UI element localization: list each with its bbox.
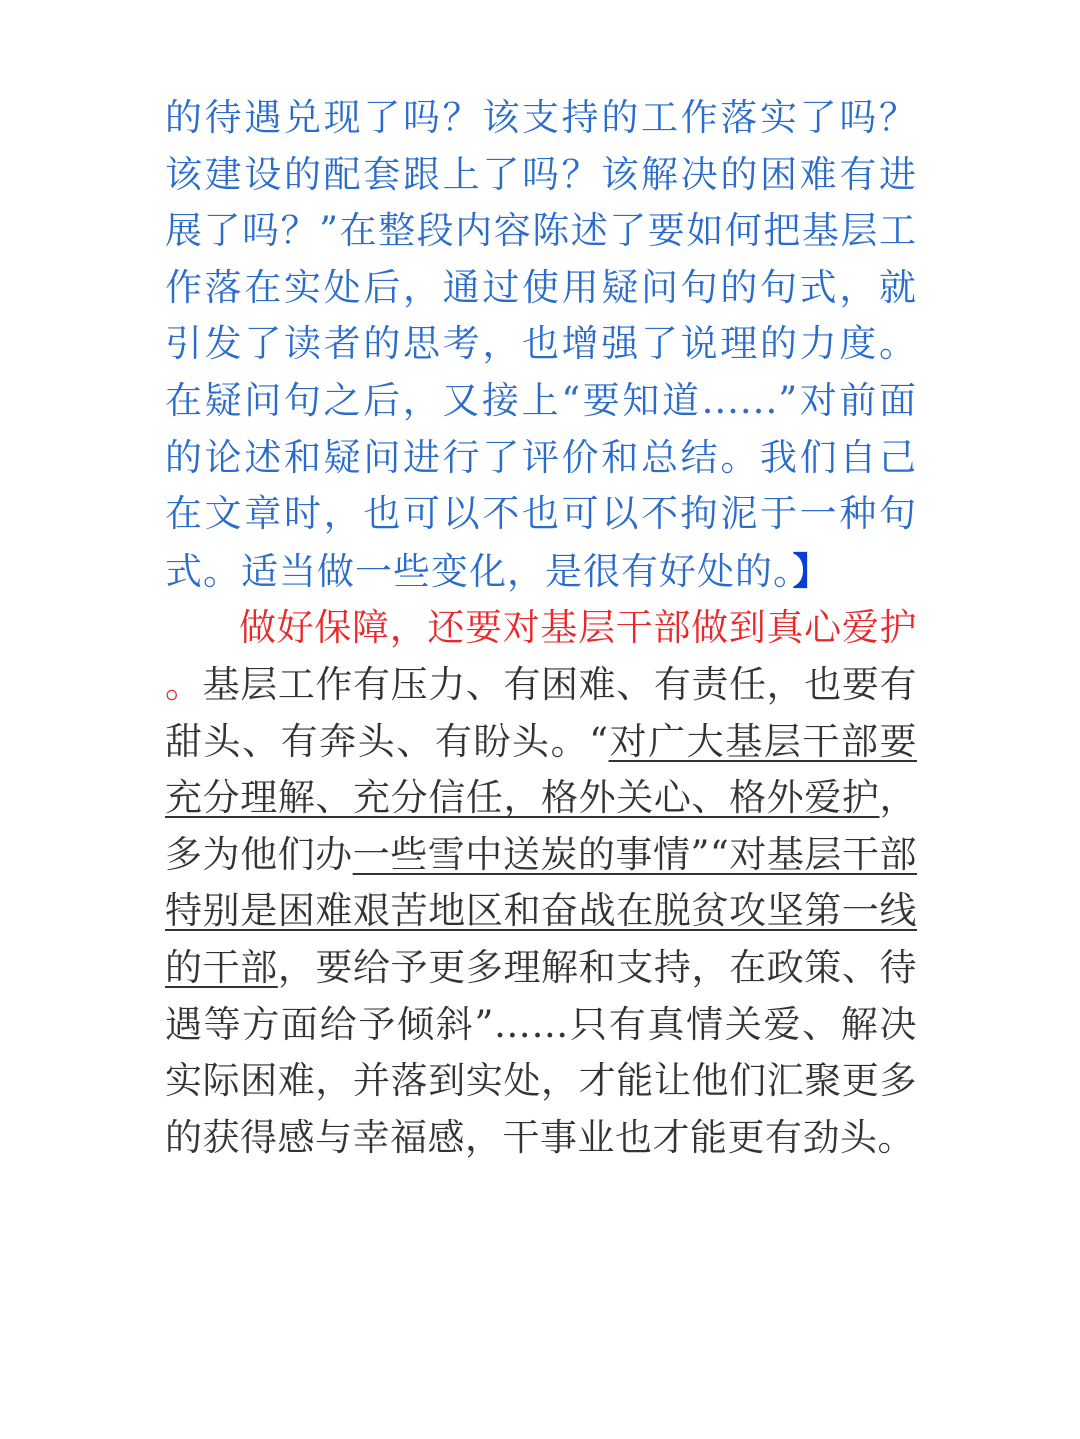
- body-segment-3: ，要给予更多理解和支持，在政策、待遇等方面给予倾斜”……只有真情关爱、解决实际困难，并落到实处，才能让他们汇聚更多的获得感与幸福感，干事业也才能更有劲头。: [165, 945, 918, 1159]
- commentary-block: [165, 90, 917, 600]
- topic-sentence: 做好保障，还要对基层干部做到真心爱护。: [165, 606, 917, 706]
- body-segment-2: ，多为他们办: [165, 776, 917, 876]
- main-paragraph: [165, 600, 917, 1166]
- closing-bracket: 】: [792, 548, 831, 593]
- underlined-quote-1: 对广大基层干部要充分理解、充分信任，格外关心、格外爱护: [165, 719, 918, 820]
- body-segment-1: 基层工作有压力、有困难、有责任，也要有甜头、有奔头、有盼头。“: [165, 662, 918, 763]
- article-page: [165, 90, 917, 1166]
- commentary-text: 的待遇兑现了吗？该支持的工作落实了吗？该建设的配套跟上了吗？该解决的困难有进展了吗？”在整段内容陈述了要如何把基层工作落在实处后，通过使用疑问句的句式，就引发了读者的思考，也增强了说理的力度。在疑问句之后，又接上“要知道......”对前面的论述和疑问进行了评价和总结。我们自己在文章时，也可以不也可以不拘泥于一种句式。适当做一些变化，是很有好处的。: [165, 96, 917, 593]
- underlined-quote-2: 一些雪中送炭的事情”“对基层干部特别是困难艰苦地区和奋战在脱贫攻坚第一线的干部: [165, 832, 918, 989]
